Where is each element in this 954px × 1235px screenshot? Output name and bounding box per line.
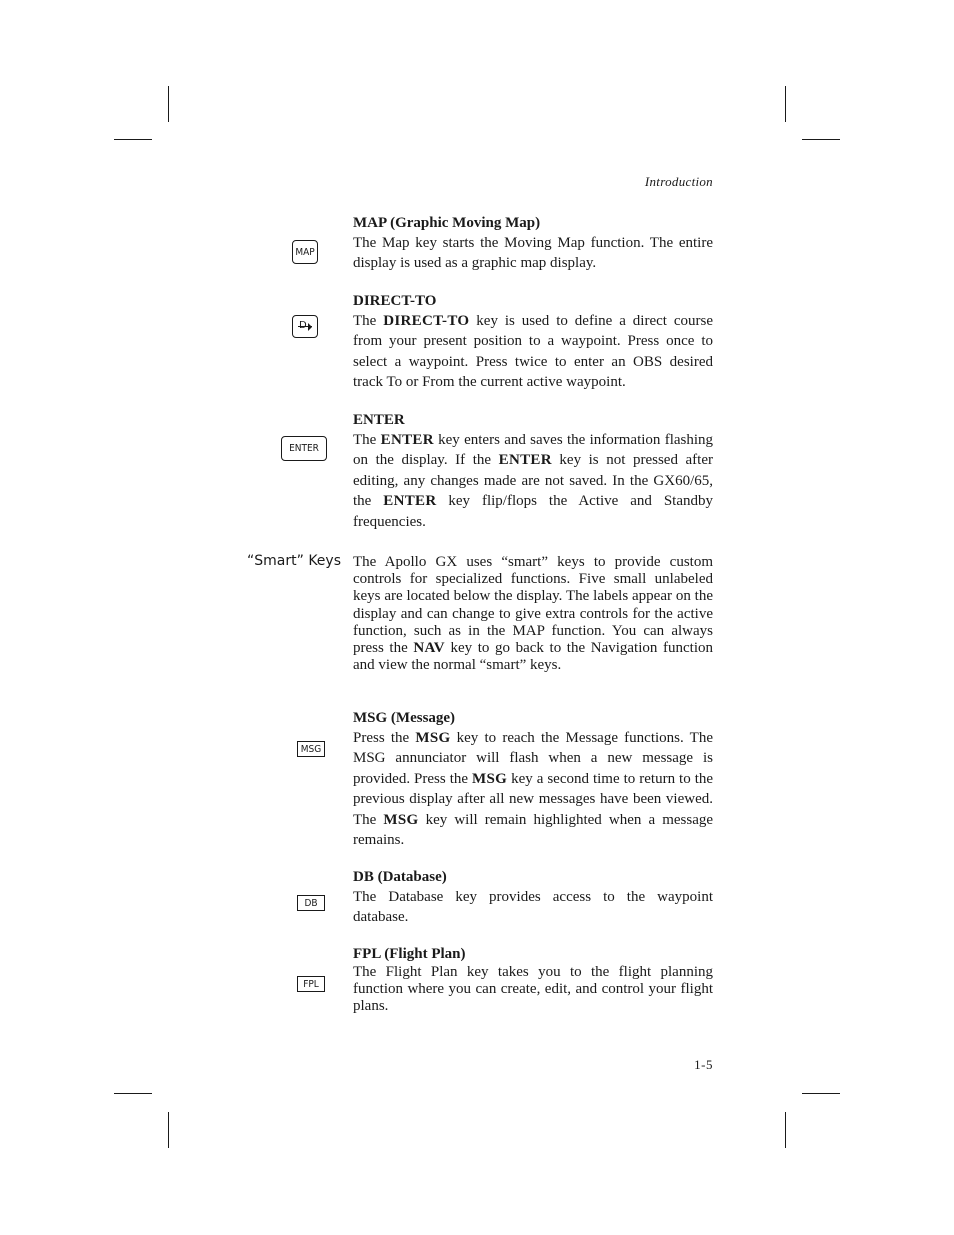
key-reference: ENTER bbox=[383, 493, 437, 510]
section-db bbox=[353, 867, 713, 928]
section-body: The ENTER key enters and saves the information flashing on the display. If the ENTER key is not pressed after editing, any changes made are not saved. In the GX60/65, the ENTER key flip/flops the Active and Standby frequencies. bbox=[353, 432, 714, 530]
section-smart-keys bbox=[353, 554, 713, 674]
crop-mark bbox=[802, 1093, 840, 1094]
section-body: The Map key starts the Moving Map function. The entire display is used as a graphic map display. bbox=[353, 235, 713, 272]
msg-key-label: MSG bbox=[300, 743, 322, 755]
db-key-icon bbox=[297, 895, 325, 911]
section-msg bbox=[353, 708, 713, 850]
section-fpl bbox=[353, 944, 713, 1016]
section-body: The Apollo GX uses “smart” keys to provide custom controls for specialized functions. Five small unlabeled keys are located below the display. The labels appear on the display and can change to give extra controls for the active function, such as in the MAP function. You can always press the NAV key to go back to the Navigation function and view the normal “smart” keys. bbox=[353, 554, 713, 674]
map-key-icon bbox=[292, 240, 318, 264]
crop-mark bbox=[168, 1112, 169, 1148]
crop-mark bbox=[114, 1093, 152, 1094]
enter-key-icon bbox=[281, 436, 327, 461]
running-head: Introduction bbox=[644, 174, 713, 189]
crop-mark bbox=[785, 1112, 786, 1148]
section-heading: DIRECT-TO bbox=[353, 293, 437, 309]
key-reference: MSG bbox=[472, 770, 508, 787]
key-reference: ENTER bbox=[380, 432, 434, 448]
page-number: 1-5 bbox=[694, 1057, 713, 1072]
smart-keys-side-label: “Smart” Keys bbox=[247, 553, 341, 569]
key-reference: NAV bbox=[413, 640, 445, 657]
crop-mark bbox=[802, 139, 840, 140]
section-direct-to bbox=[353, 291, 713, 393]
key-reference: MSG bbox=[415, 730, 451, 746]
key-reference: MSG bbox=[383, 811, 419, 828]
section-heading: MAP (Graphic Moving Map) bbox=[353, 215, 541, 231]
direct-to-arrow-icon bbox=[298, 322, 312, 332]
fpl-key-label: FPL bbox=[303, 978, 319, 990]
map-key-label: MAP bbox=[295, 246, 315, 258]
section-heading: MSG (Message) bbox=[353, 710, 456, 726]
db-key-label: DB bbox=[304, 897, 318, 909]
crop-mark bbox=[785, 86, 786, 122]
section-heading: FPL (Flight Plan) bbox=[353, 946, 466, 962]
msg-key-icon bbox=[297, 741, 325, 757]
section-body: The Flight Plan key takes you to the flight planning function where you can create, edit, and control your flight plans. bbox=[353, 964, 713, 1015]
section-heading: DB (Database) bbox=[353, 869, 447, 885]
section-body: The Database key provides access to the waypoint database. bbox=[353, 889, 713, 926]
key-reference: ENTER bbox=[498, 452, 552, 469]
section-map bbox=[353, 213, 713, 274]
section-enter bbox=[353, 410, 713, 532]
crop-mark bbox=[114, 139, 152, 140]
key-reference: DIRECT-TO bbox=[383, 313, 470, 329]
fpl-key-icon bbox=[297, 976, 325, 992]
direct-to-key-icon bbox=[292, 315, 318, 338]
section-heading: ENTER bbox=[353, 412, 405, 428]
section-body: The DIRECT-TO key is used to define a direct course from your present position to a waypoint. Press once to select a waypoint. Press twice to enter an OBS desired track To or From the current active waypoint. bbox=[353, 313, 714, 391]
section-body: Press the MSG key to reach the Message functions. The MSG annunciator will flash when a new message is provided. Press the MSG key a second time to return to the previous display after all new messages have been viewed. The MSG key will remain highlighted when a message remains. bbox=[353, 730, 714, 849]
crop-mark bbox=[168, 86, 169, 122]
enter-key-label: ENTER bbox=[289, 443, 319, 454]
